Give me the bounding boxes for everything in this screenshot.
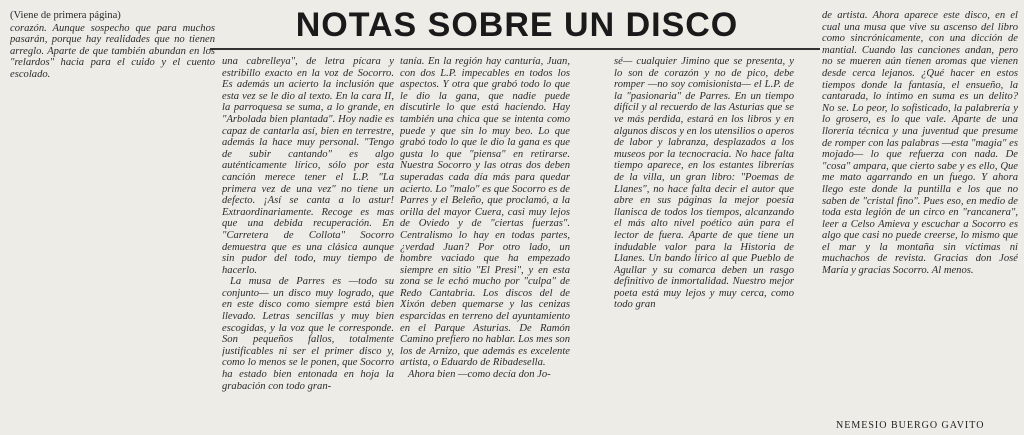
column-1-paragraph-1: corazón. Aunque sospecho que para muchos pasarán, porque hay realidades que no tienen arreglo. Aparte de que también abundan en los "relardos" hacia para el cuido y el cuento escolado. xyxy=(10,22,215,80)
column-3-paragraph-2: Ahora bien —como decía don Jo- xyxy=(408,369,551,381)
author-signature: NEMESIO BUERGO GAVITO xyxy=(836,420,985,431)
headline: NOTAS SOBRE UN DISCO xyxy=(295,6,739,44)
article-column-4 xyxy=(614,56,794,422)
article-column-3 xyxy=(400,56,570,422)
article-column-2 xyxy=(222,56,394,422)
continued-label: (Viene de primera página) xyxy=(10,10,121,21)
column-2-paragraph-2: La musa de Parres es —todo su conjunto— un disco muy logrado, que en este disco como siempre está bien llevado. Letras sencillas y muy bien escogidas, y la voz que le corresponde. Son pequeños fallos, totalmente justificables ni ser el primer disco y, como lo menos se le ponen, que Socorro ha estado bien entonada en hoja la grabación con todo gran- xyxy=(222,276,394,392)
column-2-paragraph-1: una cabrelleya", de letra pícara y estribillo exacto en la voz de Socorro. Es además un acierto la inclusión que esta vez se le dio al texto. En la cara II, la parroquesa se suma, a lo grande, en "Arbolada bien plantada". Hoy nadie es capaz de cantarla así, bien en terrestre, además la hace muy personal. "Tengo de subir cantando" es algo auténticamente lírico, sólo por esta canción merece tener el L.P. "La primera vez de una vez" no tiene un defecto. ¡Así se canta a lo astur! Extraordinariamente. Recoge es mas que una debida recuperación. En "Carretera de Collota" Socorro demuestra que es una clásica aunque sin pudor del todo, muy tiempo de hacerlo. xyxy=(222,56,394,276)
column-5-paragraph-1: de artista. Ahora aparece este disco, en el cual una musa que vive su ascenso del libro como sincrónicamente, con una dicción de mantial. Cuando las canciones andan, pero no se mueren aún tienen aromas que vienen desde cerca lejanos. ¿Qué hacer en estos tiempos donde la fantasía, el ensueño, la cantarada, lo íntimo en suma es un delito? No se. Lo peor, lo sofisticado, la palabrería y lo grosero, es lo que vale. Aparte de una llorería técnica y una juventud que presume de romper con las palabras —esta "magia" es mojado— lo que refuerza con nada. De "cosa" ampara, que cierto sabe y es ello, Que me mato agarrando en un fuego. Y ahora llego este donde la puntilla e los que no saben de "cristal fino". Pues eso, en medio de toda esta legión de un circo en "rancanera", leer a Celso Amieva y escuchar a Socorro es algo que casi no puede creerse, lo mismo que el mar y la montaña sin víctimas ni muchachos de revista. Gracias don José María y gracias Socorro. Al menos. xyxy=(822,10,1018,277)
article-column-5 xyxy=(822,10,1018,422)
column-3-paragraph-1: tanía. En la región hay canturía, Juan, con dos L.P. impecables en todos los aspectos. Y otra que grabó todo lo que le dio la gana, que nadie puede discutirle lo que está haciendo. Hay también una chica que se intenta como puede y que sin lo muy beo. Lo que grabó todo lo que le dio la gana es que gusta lo que "piensa" en retirarse. Nuestra Socorro y las otras dos deben superadas cada día más para quedar acierto. Lo "malo" es que Socorro es de Parres y el Beleño, que proclamó, a la orilla del mayor Cuera, casi muy lejos de Oviedo y de "ciertas fuerzas". Centralismo lo hay en todas partes, ¿verdad Juan? Por otro lado, un hombre vaciado que ha empezado siempre en sitio "El Presi", y en esta zona se le echó mucho por "culpa" de Redo Cantabria. Los discos del de Xixón deben quemarse y las cenizas esparcidas en terreno del ayuntamiento en el Parque Asturias. De Ramón Camino prefiero no hablar. Los mes son los de Arnizo, que además es excelente artista, o Eduardo de Ribadesella. xyxy=(400,56,570,369)
article-column-1 xyxy=(10,10,215,422)
headline-rule xyxy=(210,48,820,50)
column-4-paragraph-1: sé— cualquier Jimino que se presenta, y lo son de corazón y no de pico, debe romper —no soy comisionista— el L.P. de la "pasionaria" de Parres. En un tiempo difícil y al recuerdo de las Asturias que se ve más perdida, estará en los libros y en algunos discos y en los utensilios o aperos de labor y labranza, desplazados a los museos por la tecnocracia. No hace falta tiempo aparece, en los estantes librerías de la villa, un gran libro: "Poemas de Llanes", no hace falta decir el autor que abre en sus páginas la mejor poesía llanisca de todos los tiempos, alcanzando el más alto nivel poético aún para el lector de fuera. Aparte de que tiene un indudable valor para la Historia de Llanes. Un bando lírico al que Pueblo de Agullar y su comarca deben un rasgo definitivo de inmortalidad. Nuestro mejor poeta está muy lejos y muy cerca, como todo gran xyxy=(614,56,794,311)
